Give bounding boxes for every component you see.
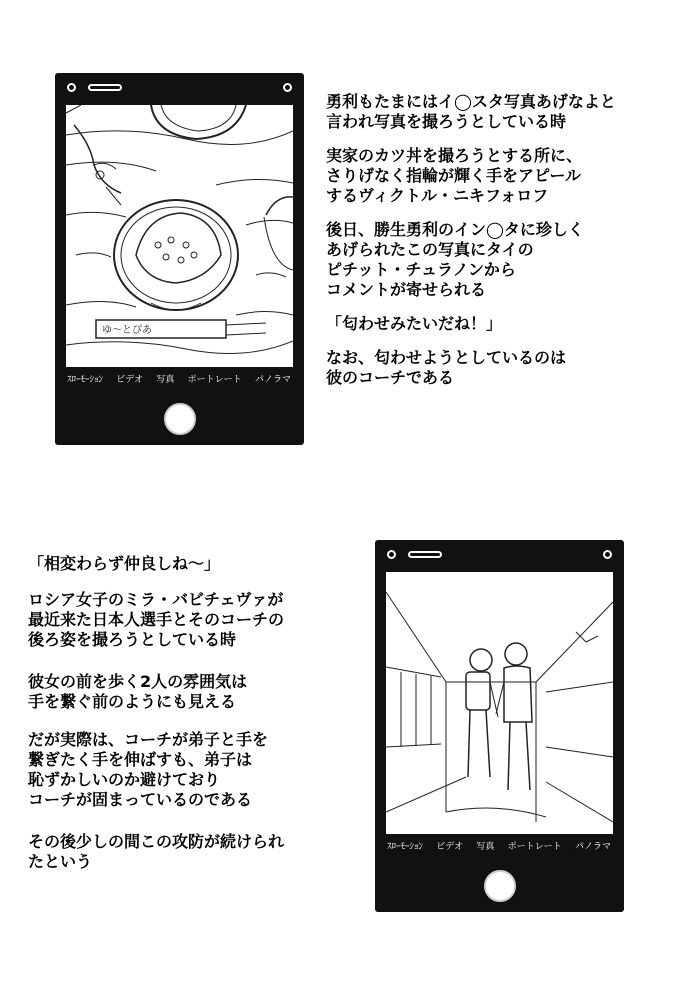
narration-line: 彼女の前を歩く2人の雰囲気は 手を繋ぐ前のようにも見える — [28, 672, 248, 711]
narration-line: その後少しの間この攻防が続けられ たという — [28, 832, 285, 871]
narration-line: 後日、勝生勇利のイン◯タに珍しく あげられたこの写真にタイの ピチット・チュラノンから コメントが寄せられる — [326, 220, 584, 299]
narration-line: だが実際は、コーチが弟子と手を 繋ぎたく手を伸ばすも、弟子は 恥ずかしいのか避けており コーチが固まっているのである — [28, 730, 269, 809]
mode-video[interactable]: ビデオ — [116, 375, 144, 385]
mode-slowmo[interactable]: ｽﾛｰﾓｰｼｮﾝ — [387, 842, 424, 852]
mode-portrait[interactable]: ポートレート — [507, 842, 562, 852]
camera-lens-icon — [67, 83, 76, 92]
camera-lens-icon — [603, 550, 612, 559]
phone-top — [55, 73, 304, 445]
photo-viewfinder — [386, 572, 613, 834]
mode-photo[interactable]: 写真 — [476, 842, 495, 852]
mode-slowmo[interactable]: ｽﾛｰﾓｰｼｮﾝ — [67, 375, 104, 385]
narration-line: 勇利もたまにはイ◯スタ写真あげなよと 言われ写真を撮ろうとしている時 — [326, 92, 616, 131]
chopstick-wrapper-label: ゆ〜とぴあ — [102, 325, 152, 336]
mode-video[interactable]: ビデオ — [436, 842, 464, 852]
narration-line: 「匂わせみたいだね！」 — [326, 314, 503, 333]
bottom-narration — [28, 554, 368, 886]
phone-bottom — [375, 540, 624, 912]
narration-line: なお、匂わせようとしているのは 彼のコーチである — [326, 348, 567, 387]
photo-viewfinder — [66, 105, 293, 367]
speaker-slot-icon — [408, 551, 442, 558]
camera-lens-icon — [283, 83, 292, 92]
mode-photo[interactable]: 写真 — [156, 375, 175, 385]
shutter-button-icon[interactable] — [484, 870, 516, 902]
narration-line: 「相変わらず仲良しね〜」 — [28, 554, 221, 573]
camera-lens-icon — [387, 550, 396, 559]
mode-portrait[interactable]: ポートレート — [187, 375, 242, 385]
top-narration — [326, 92, 696, 402]
mode-pano[interactable]: パノラマ — [254, 375, 291, 385]
camera-mode-bar — [67, 372, 291, 385]
katsudon-photo — [66, 105, 293, 367]
narration-line: ロシア女子のミラ・バビチェヴァが 最近来た日本人選手とそのコーチの 後ろ姿を撮ろうとしている時 — [28, 590, 285, 649]
narration-line: 実家のカツ丼を撮ろうとする所に、 さりげなく指輪が輝く手をアピール するヴィクトル・ニキフォロフ — [326, 146, 583, 205]
street-photo — [386, 572, 613, 834]
shutter-button-icon[interactable] — [164, 403, 196, 435]
speaker-slot-icon — [88, 84, 122, 91]
mode-pano[interactable]: パノラマ — [574, 842, 611, 852]
camera-mode-bar — [387, 839, 611, 852]
